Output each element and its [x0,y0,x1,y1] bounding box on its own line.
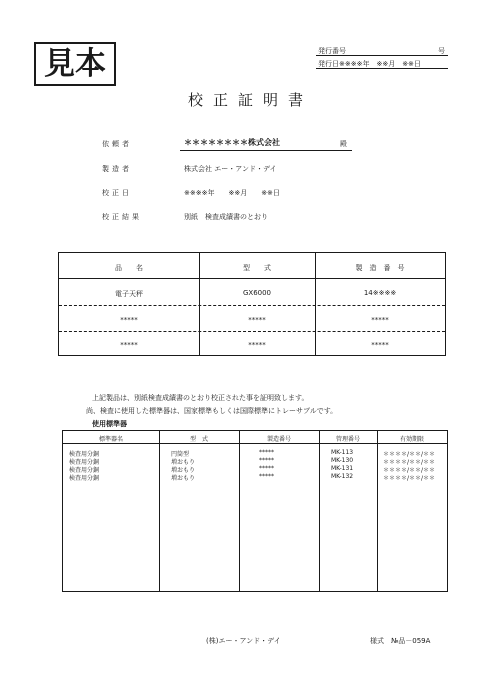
standards-table-col-divider [159,431,160,591]
issue-date-underline [316,68,448,69]
product-row-serial: 14※※※※ [363,289,397,297]
requester-label: 依頼者 [102,140,132,148]
product-row-serial: ***** [371,341,389,349]
standards-row-model: 増おもり [171,475,196,482]
standards-row-expiry: ＊＊＊＊/＊＊/＊＊ [383,467,436,474]
standards-title: 使用標準器 [92,420,127,428]
standards-row-control-number: MK-130 [331,457,354,464]
product-row-model: GX6000 [242,289,272,297]
standards-row-model: 増おもり [171,459,196,466]
calibration-date-value: ※※※※年 ※※月 ※※日 [184,189,280,197]
standards-row-control-number: MK-132 [331,473,354,480]
standards-row-model: 円筒型 [171,451,190,458]
requester-honorific: 殿 [340,140,347,148]
product-header-model: 型 式 [243,264,271,272]
standards-header-control-number: 管理番号 [335,436,360,443]
product-table-header-divider [59,278,445,279]
product-row-model: ***** [248,341,266,349]
requester-value: ＊＊＊＊＊＊＊＊株式会社 [184,138,280,147]
footer-company: (株)エー・アンド・デイ [206,637,281,645]
standards-row-name: 検査用分銅 [69,467,100,474]
manufacturer-label: 製造者 [102,165,132,173]
standards-row-expiry: ＊＊＊＊/＊＊/＊＊ [383,451,436,458]
standards-table-header-divider [63,443,447,444]
requester-underline [180,150,352,151]
standards-header-expiry: 有効期限 [399,436,424,443]
product-row-name: ***** [120,341,138,349]
standards-row-expiry: ＊＊＊＊/＊＊/＊＊ [383,459,436,466]
standards-row-control-number: MK-113 [331,449,354,456]
standards-header-model: 型 式 [189,436,208,443]
traceability-statement: 尚、検査に使用した標準器は、国家標準もしくは国際標準にトレーサブルです。 [86,407,338,415]
manufacturer-value: 株式会社 エー・アンド・デイ [184,165,277,173]
standards-row-serial: ***** [259,457,274,464]
issue-number-label: 発行番号 [318,47,346,55]
standards-header-serial: 製造番号 [266,436,291,443]
standards-row-control-number: MK-131 [331,465,354,472]
standards-row-name: 検査用分銅 [69,459,100,466]
standards-row-serial: ***** [259,473,274,480]
issue-date: 発行日※※※※年 ※※月 ※※日 [318,60,421,68]
product-table-row-divider [59,305,445,306]
product-table-row-divider [59,331,445,332]
product-table [58,252,446,356]
product-header-serial: 製 造 番 号 [355,264,405,272]
calibration-result-value: 別紙 検査成績書のとおり [184,213,268,221]
issue-number-suffix: 号 [438,47,445,55]
standards-row-name: 検査用分銅 [69,475,100,482]
standards-row-serial: ***** [259,449,274,456]
sample-stamp: 見本 [34,42,116,86]
standards-row-model: 増おもり [171,467,196,474]
standards-table-col-divider [377,431,378,591]
product-row-model: ***** [248,316,266,324]
calibration-result-label: 校正結果 [102,213,142,221]
standards-table-col-divider [239,431,240,591]
footer-form-number: 様式 №品－059A [370,637,431,645]
calibration-date-label: 校正日 [102,189,132,197]
product-row-name: 電子天秤 [115,290,143,298]
standards-row-name: 検査用分銅 [69,451,100,458]
product-row-serial: ***** [371,316,389,324]
standards-table-col-divider [319,431,320,591]
certification-statement: 上記製品は、別紙検査成績書のとおり校正された事を証明致します。 [92,394,309,402]
standards-table [62,430,448,592]
product-header-name: 品 名 [115,264,143,272]
standards-row-expiry: ＊＊＊＊/＊＊/＊＊ [383,475,436,482]
issue-number-underline [316,55,448,56]
document-title: 校正証明書 [188,91,314,109]
standards-header-name: 標準器名 [98,436,123,443]
product-row-name: ***** [120,316,138,324]
standards-row-serial: ***** [259,465,274,472]
